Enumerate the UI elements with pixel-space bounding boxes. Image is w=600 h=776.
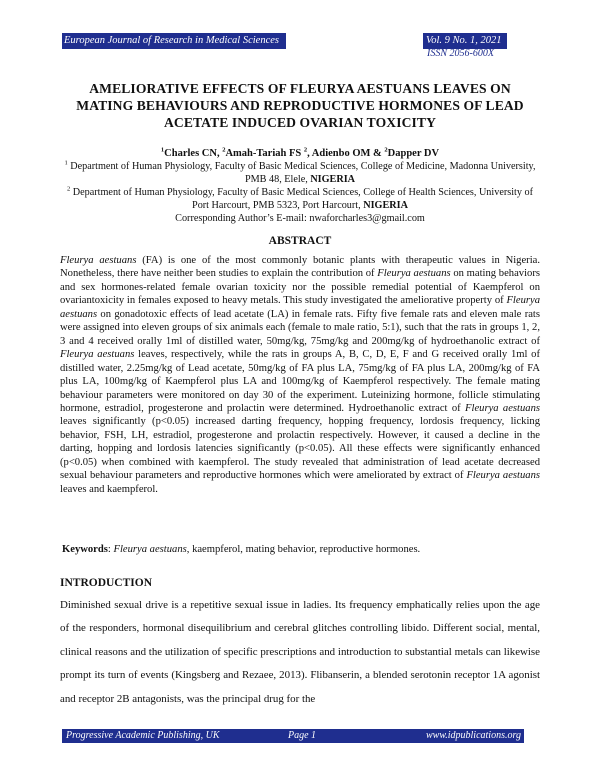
affiliation-2 [60,186,540,212]
author-sup: 2 [303,146,308,154]
keywords-label: Keywords [62,544,108,555]
journal-name-banner [62,33,286,49]
affiliation-sup: 1 [64,159,68,167]
abstract-body [60,254,540,496]
abstract-species-name: Fleurya aestuans [60,295,540,320]
abstract-species-name: Fleurya aestuans [60,349,135,361]
affiliation-1 [60,160,540,186]
title-line: AMELIORATIVE EFFECTS OF FLEURYA AESTUANS LEAVES ON [89,81,511,96]
author-name: Dapper DV [387,148,440,159]
affiliation-country: NIGERIA [310,174,356,185]
title-line: MATING BEHAVIOURS AND REPRODUCTIVE HORMONES OF LEAD [76,98,524,113]
footer-banner [62,729,524,743]
affiliation-sup: 2 [66,185,71,193]
author-list: $^1$Charles CN, $^2$Amah-Tariah FS $^2$, Adienbo OM & $^2$Dapper DV [160,146,440,159]
affiliation-text: Department of Human Physiology, Faculty of Basic Medical Sciences, College of Health Sciences, University of Port Harcourt, PMB 5323, Port Harcourt, [72,187,533,211]
author-block [60,147,540,225]
keywords-italic: Fleurya aestuans [113,544,187,555]
keywords-rest: , kaempferol, mating behavior, reproductive hormones. [186,544,421,555]
journal-name: European Journal of Research in Medical Sciences [64,35,279,46]
abstract-text: leaves significantly (p<0.05) increased darting frequency, hopping frequency, lordosis frequency, licking behavior, FSH, LH, estradiol, progesterone and prolactin respectively. However, it caused a decline in the darting, hopping and lordosis latencies significantly (p<0.05). All these effects were significantly enhanced (p<0.05) when combined with kaempferol. The study revealed that administration of lead acetate decreased sexual behaviour parameters and reproductive hormones which were ameliorated by extract of [60,416,540,482]
author-sup: 2 [384,146,388,154]
abstract-species-name: Fleurya aestuans [60,255,137,266]
abstract-text: leaves and kaempferol. [60,483,158,495]
volume-issue: Vol. 9 No. 1, 2021 [426,35,502,46]
affiliation-country: NIGERIA [363,200,408,211]
abstract-heading: ABSTRACT [268,235,332,247]
abstract-species-name: Fleurya aestuans [465,402,540,414]
abstract-species-name: Fleurya aestuans [377,268,451,280]
issn: ISSN 2056-600X [427,48,494,59]
introduction-heading: INTRODUCTION [60,577,153,589]
footer-publisher: Progressive Academic Publishing, UK [66,730,220,741]
author-sup: 2 [222,146,226,154]
abstract-species-name: Fleurya aestuans [466,470,540,482]
introduction-body: Diminished sexual drive is a repetitive sexual issue in ladies. Its frequency emphatically relies upon the age of the responders, hormonal disequilibrium and cerebral glitches controlling libido. Different social, mental, clinical reasons and the utilization of specific prescriptions and introduction to substantial metals can likewise prompt its turn of events (Kingsberg and Rezaee, 2013). Flibanserin, a blended serotonin receptor 1A agonist and receptor 2B antagonists, was the principal drug for the [60,599,540,705]
author-name: Amah-Tariah FS [225,148,302,159]
footer-url[interactable]: www.idpublications.org [425,730,521,741]
abstract-text: on gonadotoxic effects of lead acetate (LA) in female rats. Fifty five female rats and eleven male rats were assigned into eleven groups of six animals each (female to male ratio, 5:1), such that the rats in groups 1, 2, 3 and 4 received orally 1ml of distilled water, 50mg/kg, 75mg/kg and 200mg/kg of hydroethanolic extract of [60,308,540,347]
paper-title [60,80,540,131]
abstract-text: on mating behaviors and sex hormones-related female ovarian toxicity nor the possible remedial potential of Kaempferol on ovariantoxicity in females exposed to heavy metals. This study investigated the ameliorative property of [60,268,540,307]
abstract-text: leaves, respectively, while the rats in groups A, B, C, D, E, F and G received orally 1ml of distilled water, 2.25mg/kg of Lead acetate, 50mg/kg of FA plus LA, 75mg/kg of FA plus LA, 200mg/kg of FA plus LA, 100mg/kg of Kaempferol plus LA and 100mg/kg of Kaempferol respectively. The female mating behaviour parameters were monitored on day 30 of the experiment. Luteinizing hormone, follicle stimulating hormone, estradiol, progesterone and prolactin were determined. Hydroethanolic extract of [60,349,541,414]
affiliation-text: Department of Human Physiology, Faculty of Basic Medical Sciences, College of Medicine, Madonna University, PMB 48, Elele, [70,161,536,185]
footer-page-number: Page 1 [288,730,317,741]
author-name: Charles CN [164,148,217,159]
abstract-text: (FA) is one of the most commonly botanic plants with therapeutic values in Nigeria. Nonetheless, there have neither been studies to explain the contribution of [60,255,541,280]
corresponding-author: Corresponding Author’s E-mail: nwaforcharles3@gmail.com [175,213,425,224]
author-name: Adienbo OM [311,148,371,159]
title-line: ACETATE INDUCED OVARIAN TOXICITY [164,115,436,130]
keywords: Keywords: Fleurya aestuans, kaempferol, mating behavior, reproductive hormones. [62,544,421,555]
author-sup: 1 [160,146,165,154]
volume-banner [423,33,507,49]
